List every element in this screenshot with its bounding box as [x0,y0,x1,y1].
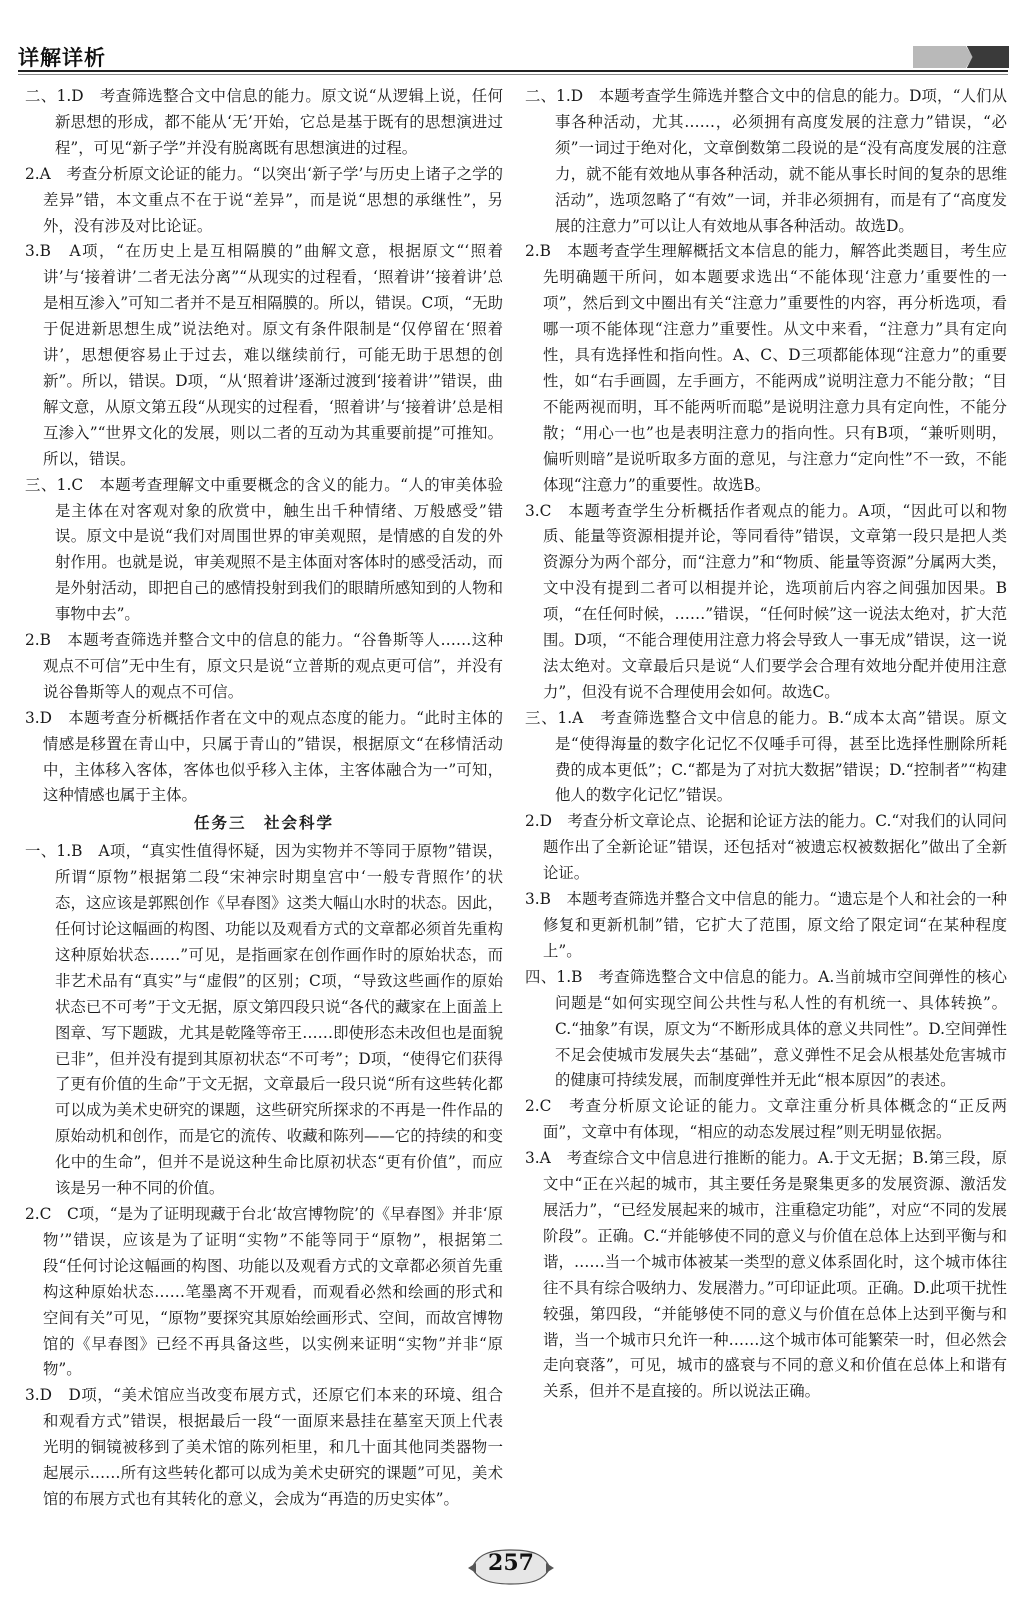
answer-paragraph: 三、1.C 本题考查理解文中重要概念的含义的能力。“人的审美体验是主体在对客观对象的欣赏中，触生出千种情绪、万般感受”错误。原文中是说“我们对周围世界的审美观照，是情感的自发的外射作用。也就是说，审美观照不是主体面对客体时的感受活动，而是外射活动，即把自己的感情投射到我们的眼睛所感知到的人物和事物中去”。 [25,475,503,624]
answer-paragraph: 一、1.B A项，“真实性值得怀疑，因为实物并不等同于原物”错误，所谓“原物”根据第二段“宋神宗时期皇宫中‘一般专背照作’的状态，这应该是郭熙创作《早春图》这类大幅山水时的状态。因此，任何讨论这幅画的构图、功能以及观看方式的文章都必须首先重构这种原始状态……”可见，是指画家在创作画作时的原始状态，而非艺术品有“真实”与“虚假”的区别；C项，“导致这些画作的原始状态已不可考”于文无据，原文第四段只说“各代的藏家在上面盖上图章、写下题跋，尤其是乾隆等帝王……即使形态未改但也是面貌已非”，但并没有提到其原初状态“不可考”；D项，“使得它们获得了更有价值的生命”于文无据，文章最后一段只说“所有这些转化都可以成为美术史研究的课题，这些研究所探求的不再是一件作品的原始动机和创作，而是它的流传、收藏和陈列——它的持续的和变化中的生命”，但并不是说这种生命比原初状态“更有价值”，而应该是另一种不同的价值。 [25,842,503,1198]
header-arrow-decoration-icon [913,46,1009,68]
right-column [525,84,1007,1405]
answer-paragraph: 2.B 本题考查学生理解概括文本信息的能力，解答此类题目，考生应先明确题干所问，如本题要求选出“不能体现‘注意力’重要性的一项”，然后到文中圈出有关“注意力”重要性的内容，再分析选项，看哪一项不能体现“注意力”重要性。从文中来看，“注意力”具有定向性，具有选择性和指向性。A、C、D三项都能体现“注意力”的重要性，如“右手画圆，左手画方，不能两成”说明注意力不能分散；“目不能两视而明，耳不能两听而聪”是说明注意力具有定向性，不能分散；“用心一也”也是表明注意力的指向性。只有B项，“兼听则明，偏听则暗”是说听取多方面的意见，与注意力“定向性”不一致，不能体现“注意力”的重要性。故选B。 [525,242,1007,494]
left-column [25,84,503,1513]
header-rule [18,70,1008,72]
answer-paragraph: 二、1.D 考查筛选整合文中信息的能力。原文说“从逻辑上说，任何新思想的形成，都不能从‘无’开始，它总是基于既有的思想演进过程”，可见“新子学”并没有脱离既有思想演进的过程。 [25,87,503,157]
answer-paragraph: 3.A 考查综合文中信息进行推断的能力。A.于文无据；B.第三段，原文中“正在兴起的城市，其主要任务是聚集更多的发展资源、激活发展活力”，“已经发展起来的城市，注重稳定功能”，对应“不同的发展阶段”。正确。C.“并能够使不同的意义与价值在总体上达到平衡与和谐，……当一个城市体被某一类型的意义体系固化时，这个城市体往往不具有综合吸纳力、发展潜力。”可印证此项。正确。D.此项干扰性较强，第四段，“并能够使不同的意义与价值在总体上达到平衡与和谐，当一个城市只允许一种……这个城市体可能繁荣一时，但必然会走向衰落”，可见，城市的盛衰与不同的意义和价值在总体上和谐有关系，但并不是直接的。所以说法正确。 [525,1149,1007,1401]
answer-paragraph: 四、1.B 考查筛选整合文中信息的能力。A.当前城市空间弹性的核心问题是“如何实现空间公共性与私人性的有机统一、具体转换”。C.“抽象”有误，原文为“不断形成具体的意义共同性”。D.空间弹性不足会使城市发展失去“基础”，意义弹性不足会从根基处危害城市的健康可持续发展，而制度弹性并无此“根本原因”的表述。 [525,967,1007,1090]
answer-paragraph: 2.C 考查分析原文论证的能力。文章注重分析具体概念的“正反两面”，文章中有体现，“相应的动态发展过程”则无明显依据。 [525,1097,1007,1142]
page-number-badge [466,1546,556,1586]
answer-paragraph: 2.C C项，“是为了证明现藏于台北‘故宫博物院’的《早春图》并非‘原物’”错误，应该是为了证明“实物”不能等同于“原物”，根据第二段“任何讨论这幅画的构图、功能以及观看方式的文章都必须首先重构这种原始状态……笔墨离不开观看，而观看必然和绘画的形式和空间有关”可见，“原物”要探究其原始绘画形式、空间，而故宫博物馆的《早春图》已经不再具备这些，以实例来证明“实物”并非“原物”。 [25,1204,503,1379]
answer-paragraph: 2.B 本题考查筛选并整合文中的信息的能力。“谷鲁斯等人……这种观点不可信”无中生有，原文只是说“立普斯的观点更可信”，并没有说谷鲁斯等人的观点不可信。 [25,631,503,701]
page-header [0,0,1031,78]
answer-paragraph: 三、1.A 考查筛选整合文中信息的能力。B.“成本太高”错误。原文是“使得海量的数字化记忆不仅唾手可得，甚至比选择性删除所耗费的成本更低”；C.“都是为了对抗大数据”错误；D.“控制者”“构建他人的数字化记忆”错误。 [525,708,1007,805]
page-number: 257 [488,1550,534,1576]
header-title: 详解详析 [18,46,106,70]
section-heading: 任务三 社会科学 [193,814,334,833]
answer-paragraph: 3.D 本题考查分析概括作者在文中的观点态度的能力。“此时主体的情感是移置在青山中，只属于青山的”错误，根据原文“在移情活动中，主体移入客体，客体也似乎移入主体，主客体融合为一”可知，这种情感也属于主体。 [25,708,503,805]
header-rule-thin [18,74,1008,75]
answer-paragraph: 二、1.D 本题考查学生筛选并整合文中的信息的能力。D项，“人们从事各种活动，尤其……，必须拥有高度发展的注意力”错误，“必须”一词过于绝对化，文章倒数第二段说的是“没有高度发展的注意力，就不能有效地从事各种活动，就不能从事长时间的复杂的思维活动”，选项忽略了“有效”一词，并非必须拥有，而是有了“高度发展的注意力”可以让人有效地从事各种活动。故选D。 [525,87,1007,235]
answer-paragraph: 3.B A项，“在历史上是互相隔膜的”曲解文意，根据原文“‘照着讲’与‘接着讲’二者无法分离”“从现实的过程看，‘照着讲’‘接着讲’总是相互渗入”可知二者并不是互相隔膜的。所以，错误。C项，“无助于促进新思想生成”说法绝对。原文有条件限制是“仅停留在‘照着讲’，思想便容易止于过去，难以继续前行，可能无助于思想的创新”。所以，错误。D项，“从‘照着讲’逐渐过渡到‘接着讲’”错误，曲解文意，从原文第五段“从现实的过程看，‘照着讲’与‘接着讲’总是相互渗入”“世界文化的发展，则以二者的互动为其重要前提”可推知。所以，错误。 [25,242,503,468]
answer-paragraph: 3.B 本题考查筛选并整合文中信息的能力。“遗忘是个人和社会的一种修复和更新机制”错，它扩大了范围，原文给了限定词“在某种程度上”。 [525,890,1007,960]
answer-paragraph: 3.D D项，“美术馆应当改变布展方式，还原它们本来的环境、组合和观看方式”错误，根据最后一段“一面原来悬挂在墓室天顶上代表光明的铜镜被移到了美术馆的陈列柜里，和几十面其他同类器物一起展示……所有这些转化都可以成为美术史研究的课题”可见，美术馆的布展方式也有其转化的意义，会成为“再造的历史实体”。 [25,1386,503,1508]
answer-paragraph: 2.A 考查分析原文论证的能力。“以突出‘新子学’与历史上诸子之学的差异”错，本文重点不在于说“差异”，而是说“思想的承继性”，另外，没有涉及对比论证。 [25,164,503,235]
answer-paragraph: 3.C 本题考查学生分析概括作者观点的能力。A项，“因此可以和物质、能量等资源相提并论，等同看待”错误，文章第一段只是把人类资源分为两个部分，而“注意力”和“物质、能量等资源”分属两大类，文中没有提到二者可以相提并论，选项前后内容之间强加因果。B项，“在任何时候，……”错误，“任何时候”这一说法太绝对，扩大范围。D项，“不能合理使用注意力将会导致人一事无成”错误，这一说法太绝对。文章最后只是说“人们要学会合理有效地分配并使用注意力”，但没有说不合理使用会如何。故选C。 [525,501,1007,701]
answer-paragraph: 2.D 考查分析文章论点、论据和论证方法的能力。C.“对我们的认同问题作出了全新论证”错误，还包括对“被遗忘权被数据化”做出了全新论证。 [525,812,1007,883]
